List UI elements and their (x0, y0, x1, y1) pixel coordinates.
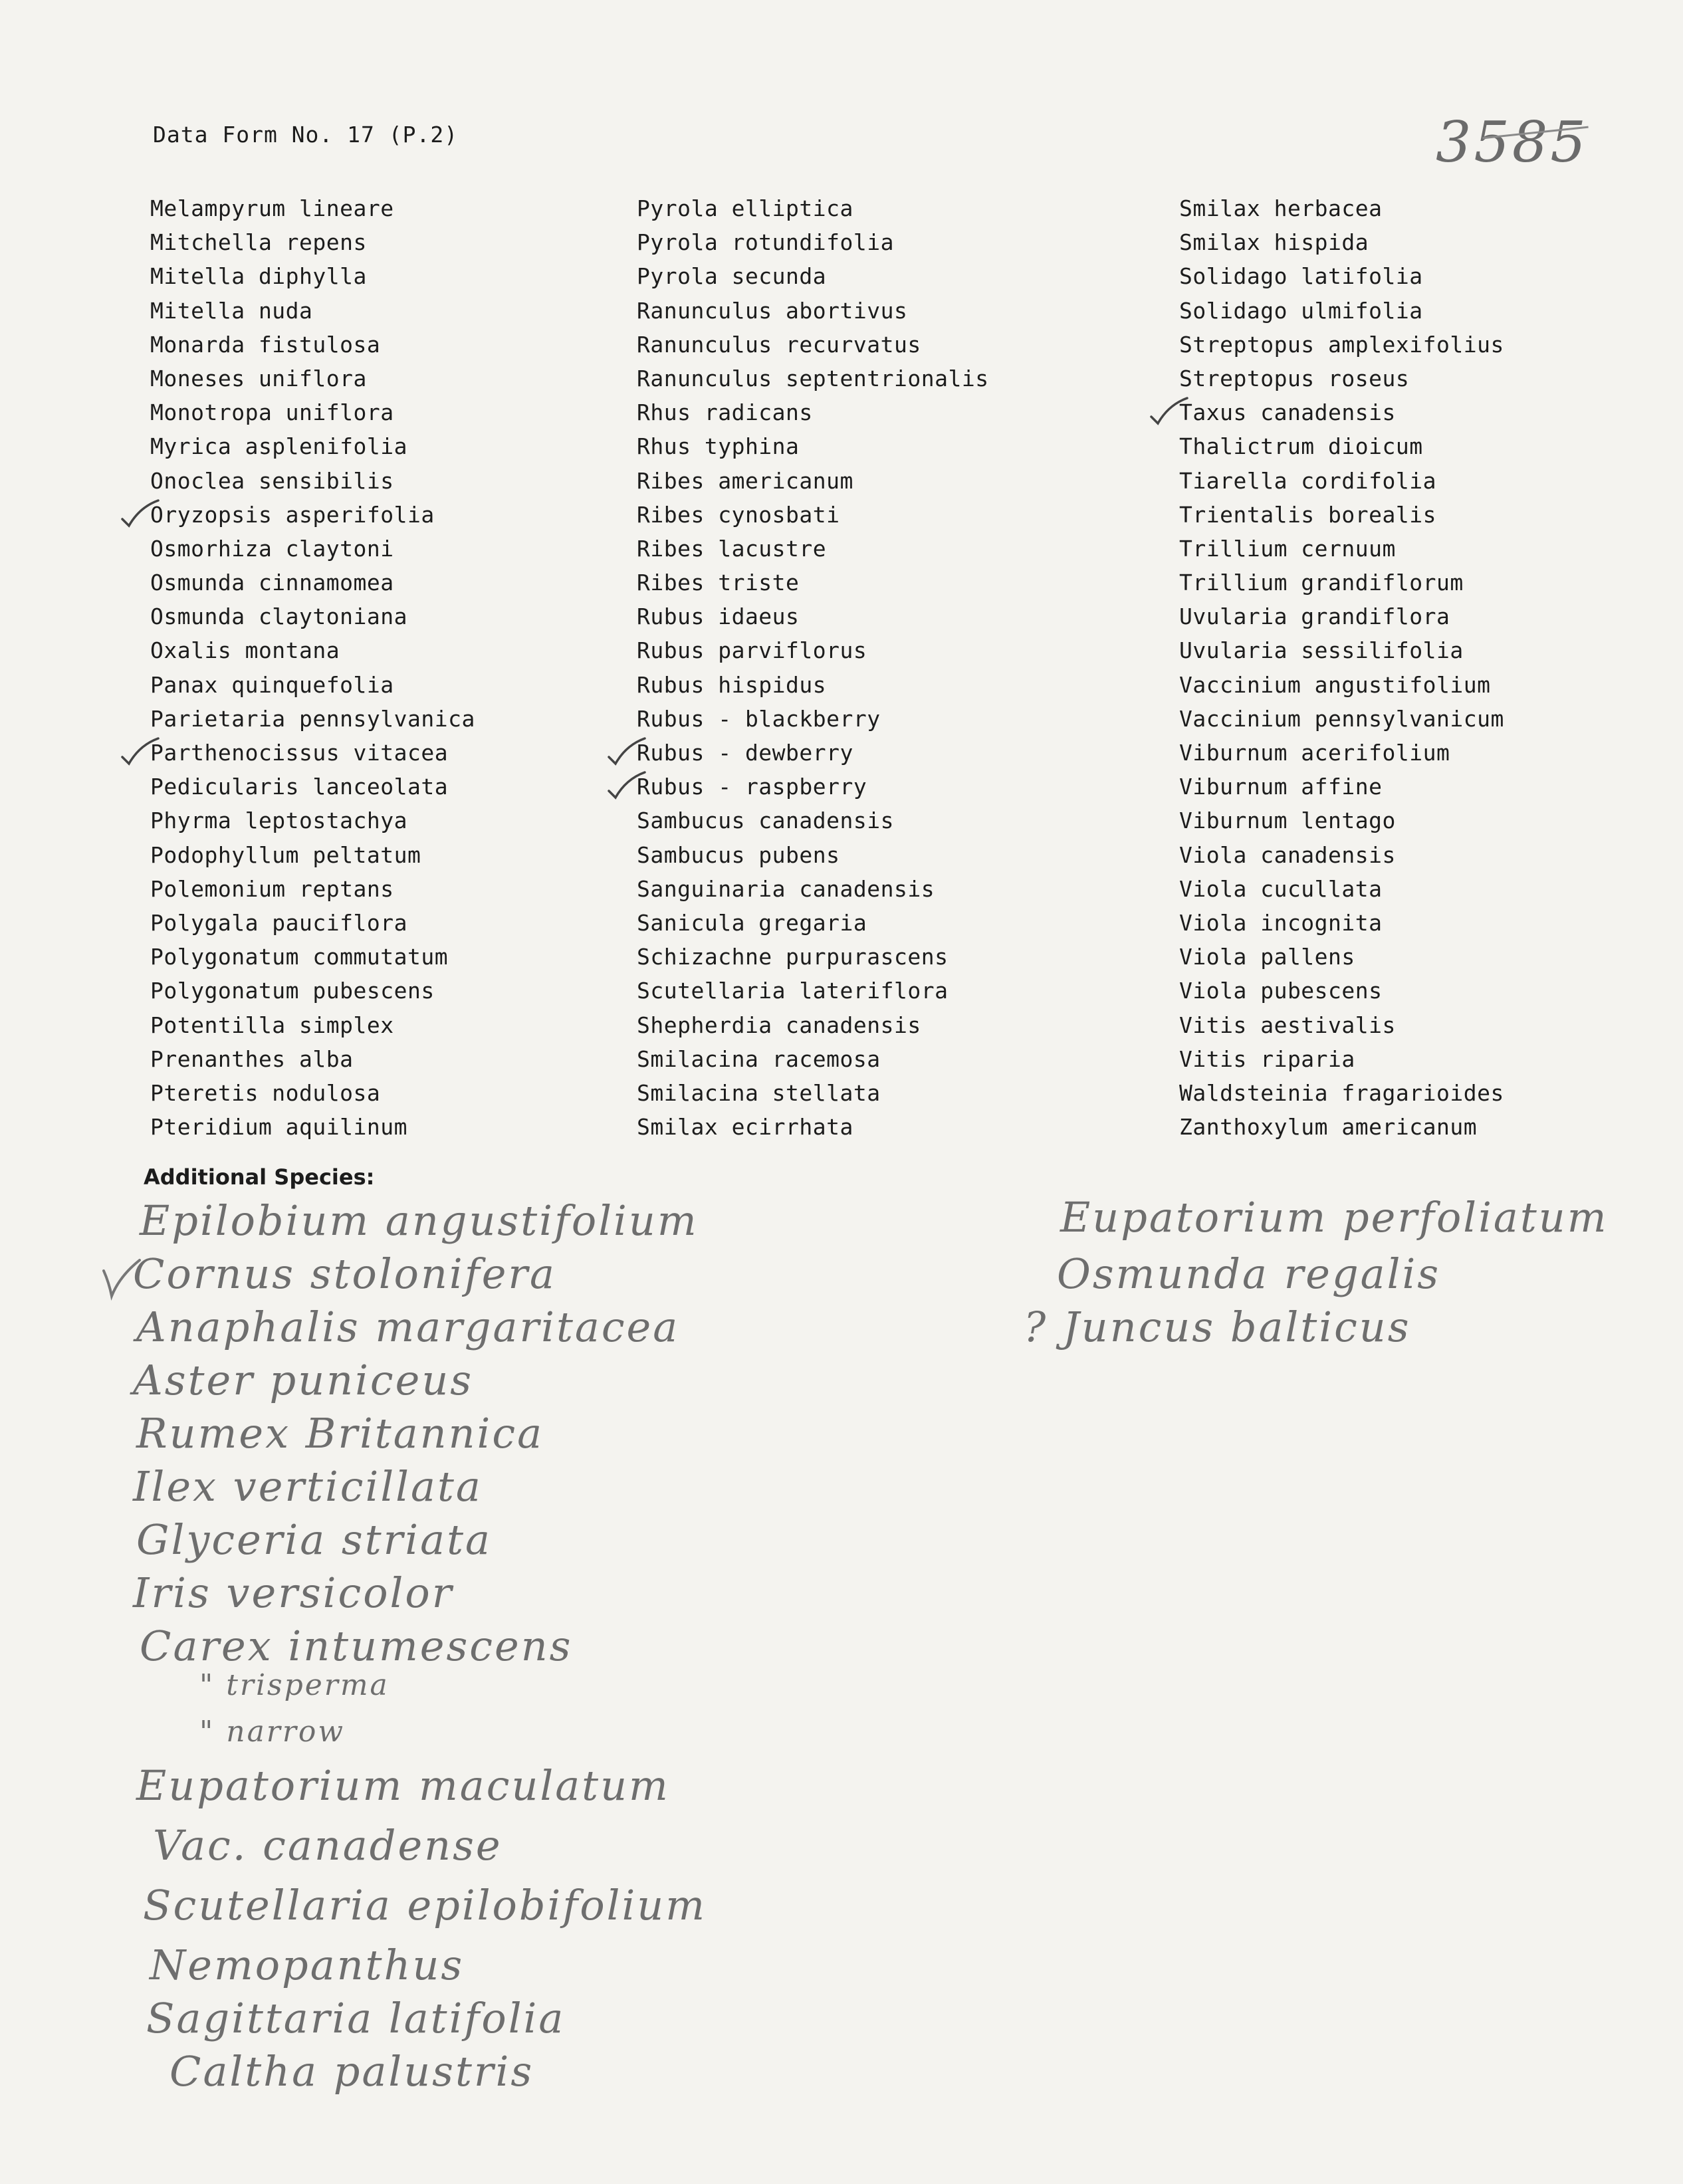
species-item (1179, 395, 1504, 429)
species-name: Vaccinium pennsylvanicum (1179, 705, 1504, 732)
handwritten-species: Eupatorium perfoliatum (1060, 1193, 1609, 1242)
species-name: Rubus - dewberry (637, 740, 853, 766)
species-item (150, 872, 475, 906)
handwritten-species: Aster puniceus (133, 1356, 474, 1404)
species-name: Ranunculus septentrionalis (637, 365, 989, 391)
species-name: Vitis riparia (1179, 1045, 1355, 1072)
species-name: Uvularia sessilifolia (1179, 637, 1464, 664)
species-name: Ranunculus abortivus (637, 297, 908, 324)
species-name: Viburnum acerifolium (1179, 740, 1450, 766)
species-name: Uvularia grandiflora (1179, 603, 1450, 630)
species-name: Moneses uniflora (150, 365, 367, 391)
species-item (150, 668, 475, 702)
species-item (1179, 259, 1504, 293)
species-item (637, 770, 989, 804)
species-item (150, 736, 475, 770)
species-name: Smilax ecirrhata (637, 1114, 853, 1141)
species-name: Potentilla simplex (150, 1012, 394, 1038)
species-item (1179, 736, 1504, 770)
species-item (1179, 532, 1504, 566)
species-name: Ribes lacustre (637, 535, 827, 562)
species-name: Pteridium aquilinum (150, 1114, 407, 1141)
species-item (637, 429, 989, 463)
handwritten-species: " narrow (199, 1715, 346, 1749)
species-name: Smilax hispida (1179, 229, 1369, 256)
species-name: Trillium cernuum (1179, 535, 1396, 562)
species-name: Polygala pauciflora (150, 909, 407, 936)
species-name: Rhus radicans (637, 399, 813, 426)
species-name: Tiarella cordifolia (1179, 467, 1436, 494)
species-item (637, 328, 989, 362)
species-item (637, 668, 989, 702)
species-name: Parthenocissus vitacea (150, 740, 449, 766)
species-item (150, 702, 475, 736)
species-item (1179, 191, 1504, 225)
species-name: Sanicula gregaria (637, 909, 867, 936)
species-name: Osmunda claytoniana (150, 603, 407, 630)
species-item (150, 532, 475, 566)
form-title: Data Form No. 17 (P.2) (153, 122, 459, 148)
check-mark-icon (120, 499, 160, 528)
species-name: Ranunculus recurvatus (637, 331, 921, 358)
species-name: Prenanthes alba (150, 1045, 354, 1072)
species-item (637, 633, 989, 667)
check-mark-icon (606, 771, 646, 800)
species-item (1179, 294, 1504, 328)
species-item (1179, 566, 1504, 600)
species-name: Pyrola rotundifolia (637, 229, 894, 256)
species-item (150, 464, 475, 498)
species-name: Osmunda cinnamomea (150, 570, 394, 596)
species-item (637, 600, 989, 633)
species-name: Monarda fistulosa (150, 331, 381, 358)
species-item (150, 838, 475, 872)
species-item (1179, 872, 1504, 906)
species-item (150, 1076, 475, 1110)
check-mark-icon (120, 737, 160, 766)
species-name: Pedicularis lanceolata (150, 774, 449, 800)
species-name: Oryzopsis asperifolia (150, 501, 435, 528)
species-name: Rubus hispidus (637, 671, 827, 698)
species-item (637, 1110, 989, 1144)
species-name: Smilacina stellata (637, 1079, 881, 1106)
species-name: Viburnum affine (1179, 774, 1383, 800)
handwritten-species: Glyceria striata (136, 1515, 492, 1564)
species-item (637, 395, 989, 429)
species-name: Polygonatum commutatum (150, 944, 449, 970)
species-item (637, 940, 989, 974)
species-item (1179, 906, 1504, 940)
handwritten-species: Sagittaria latifolia (146, 1994, 566, 2042)
species-name: Viola canadensis (1179, 841, 1396, 868)
species-name: Streptopus roseus (1179, 365, 1410, 391)
species-item (1179, 429, 1504, 463)
species-name: Shepherdia canadensis (637, 1012, 921, 1038)
species-item (1179, 770, 1504, 804)
species-item (637, 974, 989, 1008)
species-item (637, 225, 989, 259)
species-name: Rubus parviflorus (637, 637, 867, 664)
species-item (637, 191, 989, 225)
species-name: Trillium grandiflorum (1179, 570, 1464, 596)
species-name: Zanthoxylum americanum (1179, 1114, 1478, 1141)
handwritten-species: Scutellaria epilobifolium (143, 1881, 707, 1929)
species-item (637, 498, 989, 532)
species-item (150, 294, 475, 328)
species-name: Streptopus amplexifolius (1179, 331, 1504, 358)
species-name: Viola incognita (1179, 909, 1383, 936)
species-item (150, 1110, 475, 1144)
species-name: Viola pallens (1179, 944, 1355, 970)
handwritten-species: Vac. canadense (153, 1821, 503, 1870)
species-item (1179, 838, 1504, 872)
species-item (150, 1042, 475, 1076)
species-item (1179, 1008, 1504, 1042)
species-name: Taxus canadensis (1179, 399, 1396, 426)
species-item (150, 974, 475, 1008)
species-item (637, 532, 989, 566)
species-item (637, 1076, 989, 1110)
species-item (150, 259, 475, 293)
species-name: Melampyrum lineare (150, 195, 394, 221)
species-name: Scutellaria lateriflora (637, 978, 949, 1004)
species-item (150, 566, 475, 600)
handwritten-species: Carex intumescens (140, 1622, 573, 1670)
additional-species-heading: Additional Species: (144, 1164, 375, 1190)
species-item (1179, 1076, 1504, 1110)
species-item (150, 429, 475, 463)
species-name: Polemonium reptans (150, 875, 394, 902)
species-name: Polygonatum pubescens (150, 978, 435, 1004)
handwritten-species: Anaphalis margaritacea (136, 1303, 680, 1351)
species-name: Thalictrum dioicum (1179, 433, 1423, 460)
species-item (637, 906, 989, 940)
species-item (637, 259, 989, 293)
species-item (637, 464, 989, 498)
species-name: Mitella nuda (150, 297, 313, 324)
species-name: Ribes americanum (637, 467, 853, 494)
species-name: Trientalis borealis (1179, 501, 1436, 528)
species-item (150, 1008, 475, 1042)
species-name: Smilacina racemosa (637, 1045, 881, 1072)
species-name: Solidago latifolia (1179, 263, 1423, 290)
species-item (150, 395, 475, 429)
species-item (150, 633, 475, 667)
species-item (150, 600, 475, 633)
species-item (150, 906, 475, 940)
species-name: Pyrola elliptica (637, 195, 853, 221)
species-column-3 (1179, 191, 1504, 1144)
species-name: Waldsteinia fragarioides (1179, 1079, 1504, 1106)
species-item (1179, 702, 1504, 736)
species-item (1179, 940, 1504, 974)
species-name: Phyrma leptostachya (150, 808, 407, 834)
species-name: Solidago ulmifolia (1179, 297, 1423, 324)
species-item (150, 804, 475, 837)
species-name: Osmorhiza claytoni (150, 535, 394, 562)
species-name: Mitella diphylla (150, 263, 367, 290)
species-item (1179, 464, 1504, 498)
handwritten-form-number: 3585 (1436, 110, 1589, 175)
species-name: Myrica asplenifolia (150, 433, 407, 460)
handwritten-species: Eupatorium maculatum (136, 1761, 670, 1810)
species-item (637, 1042, 989, 1076)
species-name: Panax quinquefolia (150, 671, 394, 698)
species-name: Rubus idaeus (637, 603, 800, 630)
handwritten-species: Epilobium angustifolium (140, 1196, 699, 1245)
species-name: Sambucus pubens (637, 841, 840, 868)
species-item (637, 362, 989, 395)
species-item (1179, 362, 1504, 395)
handwritten-species: Iris versicolor (133, 1569, 454, 1617)
species-name: Vitis aestivalis (1179, 1012, 1396, 1038)
species-name: Smilax herbacea (1179, 195, 1383, 221)
species-name: Viburnum lentago (1179, 808, 1396, 834)
species-item (1179, 1042, 1504, 1076)
check-mark-icon (606, 737, 646, 766)
species-item (637, 872, 989, 906)
species-name: Viola pubescens (1179, 978, 1383, 1004)
species-item (1179, 225, 1504, 259)
handwritten-species: Ilex verticillata (133, 1462, 483, 1511)
species-name: Podophyllum peltatum (150, 841, 421, 868)
handwritten-check-mark-icon (100, 1256, 146, 1303)
species-name: Oxalis montana (150, 637, 340, 664)
species-item (150, 498, 475, 532)
species-item (1179, 633, 1504, 667)
species-item (637, 566, 989, 600)
species-name: Schizachne purpurascens (637, 944, 949, 970)
species-item (150, 225, 475, 259)
species-item (637, 702, 989, 736)
species-name: Vaccinium angustifolium (1179, 671, 1491, 698)
species-name: Ribes triste (637, 570, 800, 596)
species-name: Viola cucullata (1179, 875, 1383, 902)
species-item (150, 362, 475, 395)
species-item (150, 328, 475, 362)
species-column-1 (150, 191, 475, 1144)
species-item (637, 1008, 989, 1042)
handwritten-species: " trisperma (199, 1668, 390, 1702)
species-item (150, 770, 475, 804)
species-item (1179, 600, 1504, 633)
handwritten-species: Rumex Britannica (136, 1409, 544, 1458)
species-item (1179, 498, 1504, 532)
species-item (150, 940, 475, 974)
species-column-2 (637, 191, 989, 1144)
species-item (637, 294, 989, 328)
handwritten-species: Caltha palustris (169, 2047, 534, 2096)
species-item (1179, 328, 1504, 362)
species-item (637, 838, 989, 872)
species-item (1179, 668, 1504, 702)
species-name: Pyrola secunda (637, 263, 827, 290)
species-item (637, 804, 989, 837)
species-name: Sambucus canadensis (637, 808, 894, 834)
species-name: Rhus typhina (637, 433, 800, 460)
handwritten-species: Osmunda regalis (1057, 1250, 1441, 1298)
species-item (1179, 1110, 1504, 1144)
handwritten-species: Nemopanthus (150, 1941, 465, 1989)
species-name: Onoclea sensibilis (150, 467, 394, 494)
species-name: Parietaria pennsylvanica (150, 705, 475, 732)
species-name: Monotropa uniflora (150, 399, 394, 426)
species-name: Pteretis nodulosa (150, 1079, 381, 1106)
handwritten-species: Cornus stolonifera (133, 1250, 557, 1298)
species-item (1179, 974, 1504, 1008)
check-mark-icon (1149, 397, 1188, 426)
species-name: Rubus - blackberry (637, 705, 881, 732)
species-name: Ribes cynosbati (637, 501, 840, 528)
species-name: Rubus - raspberry (637, 774, 867, 800)
handwritten-species: ? Juncus balticus (1024, 1303, 1411, 1351)
species-item (1179, 804, 1504, 837)
species-item (150, 191, 475, 225)
species-name: Sanguinaria canadensis (637, 875, 935, 902)
species-item (637, 736, 989, 770)
species-name: Mitchella repens (150, 229, 367, 256)
